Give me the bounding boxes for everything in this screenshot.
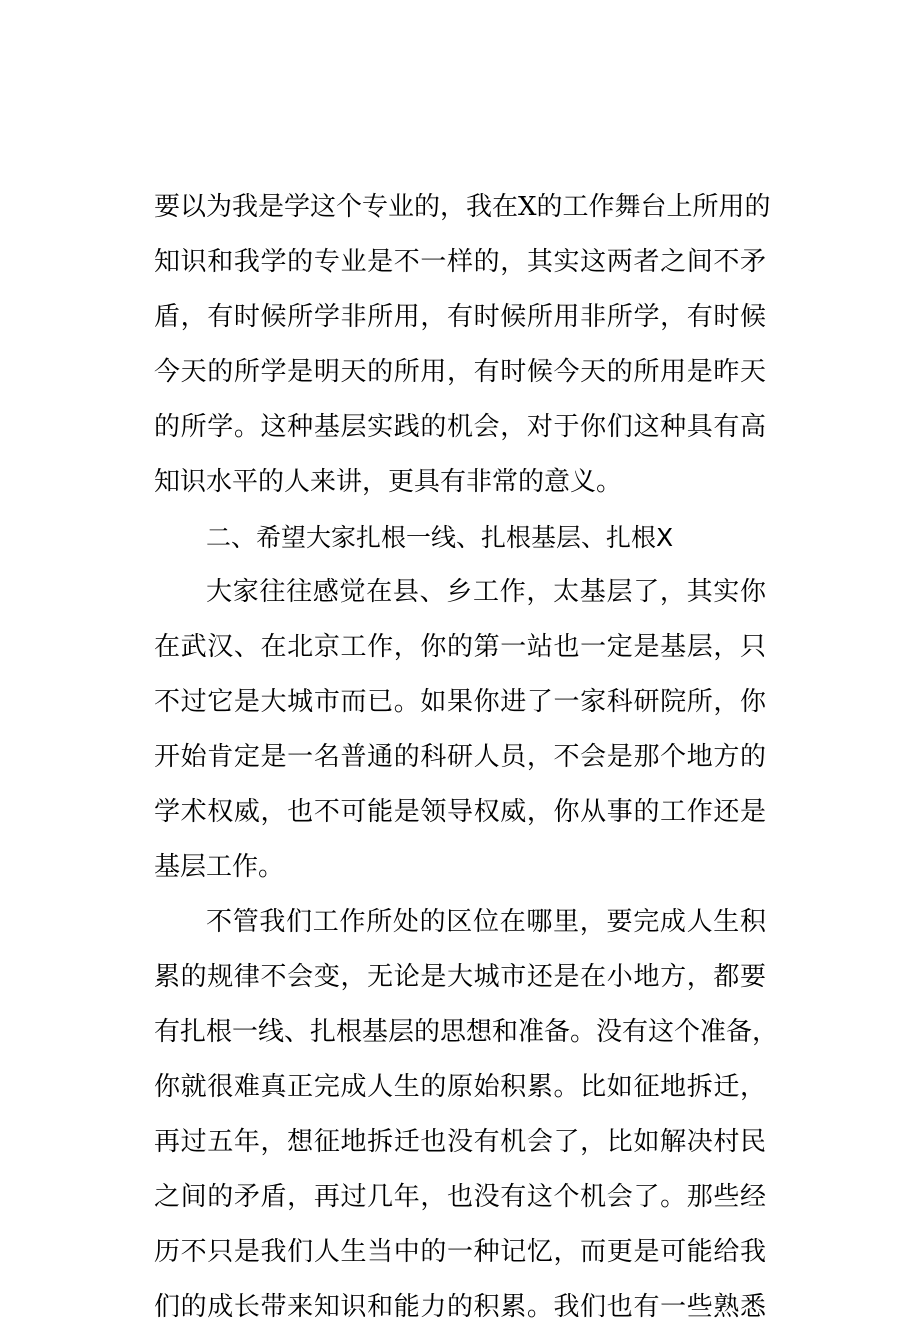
text-line: 不管我们工作所处的区位在哪里，要完成人生积 xyxy=(206,907,766,937)
text-line: 盾，有时候所学非所用，有时候所用非所学，有时候 xyxy=(154,302,766,332)
text-line: 在武汉、在北京工作，你的第一站也一定是基层，只 xyxy=(154,632,766,662)
text-line: 基层工作。 xyxy=(154,852,285,882)
text-line: 你就很难真正完成人生的原始积累。比如征地拆迁， xyxy=(154,1072,766,1102)
section-heading: 二、希望大家扎根一线、扎根基层、扎根X xyxy=(206,523,674,552)
document-body xyxy=(154,180,779,1335)
text-line: 今天的所学是明天的所用，有时候今天的所用是昨天 xyxy=(154,357,766,387)
text-line: 历不只是我们人生当中的一种记忆，而更是可能给我 xyxy=(154,1237,766,1267)
text-line: 有扎根一线、扎根基层的思想和准备。没有这个准备， xyxy=(154,1017,779,1047)
text-line: 的所学。这种基层实践的机会，对于你们这种具有高 xyxy=(154,412,766,442)
text-line: 之间的矛盾，再过几年，也没有这个机会了。那些经 xyxy=(154,1182,766,1212)
text-line: 学术权威，也不可能是领导权威，你从事的工作还是 xyxy=(154,797,766,827)
text-line: 不过它是大城市而已。如果你进了一家科研院所，你 xyxy=(154,687,766,717)
text-line: 知识和我学的专业是不一样的，其实这两者之间不矛 xyxy=(154,247,766,277)
text-line: 知识水平的人来讲，更具有非常的意义。 xyxy=(154,467,623,497)
text-line: 要以为我是学这个专业的，我在X的工作舞台上所用的 xyxy=(154,192,771,222)
text-line: 们的成长带来知识和能力的积累。我们也有一些熟悉 xyxy=(154,1292,766,1322)
text-line: 开始肯定是一名普通的科研人员，不会是那个地方的 xyxy=(154,742,766,772)
text-line: 累的规律不会变，无论是大城市还是在小地方，都要 xyxy=(154,962,766,992)
text-line: 再过五年，想征地拆迁也没有机会了，比如解决村民 xyxy=(154,1127,766,1157)
text-line: 大家往往感觉在县、乡工作，太基层了，其实你 xyxy=(206,577,766,607)
